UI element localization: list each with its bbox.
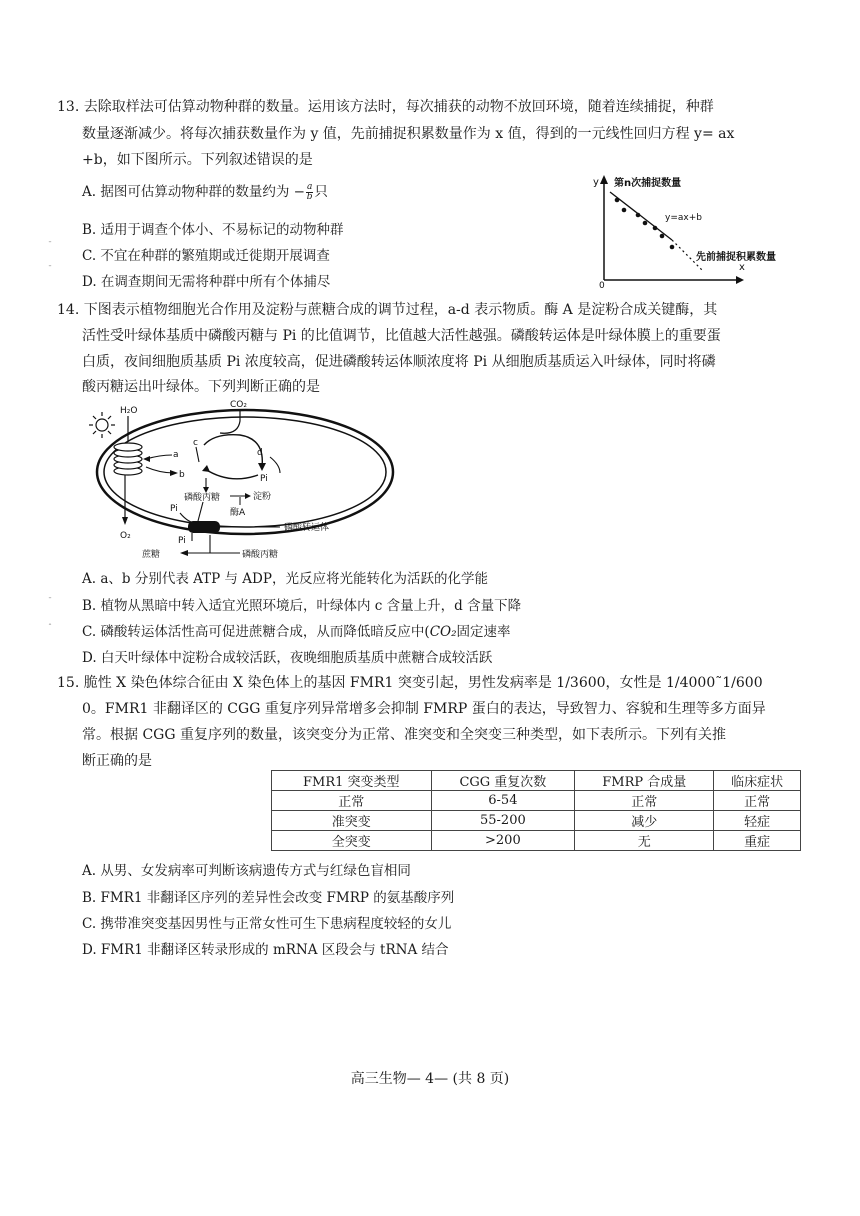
y-axis-title: 第n次捕捉数量: [614, 178, 682, 189]
q13-stem-line3: +b，如下图所示。下列叙述错误的是: [82, 152, 313, 168]
table-cell: 准突变: [272, 811, 432, 831]
q15-option-d: D. FMR1 非翻译区转录形成的 mRNA 区段会与 tRNA 结合: [82, 942, 449, 958]
co2-formula: CO₂: [429, 624, 457, 640]
table-cell: 全突变: [272, 831, 432, 851]
q14-option-a: A. a、b 分别代表 ATP 与 ADP，光反应将光能转化为活跃的化学能: [82, 571, 488, 587]
table-cell: 无: [575, 831, 714, 851]
sun-icon: [89, 412, 115, 438]
q14-stem-line2: 活性受叶绿体基质中磷酸丙糖与 Pi 的比值调节，比值越大活性越强。磷酸转运体是叶绿体膜上的重要蛋: [82, 328, 721, 344]
q13-option-a-text: A. 据图可估算动物种群的数量约为 −: [82, 184, 305, 200]
pi-label-bottom: Pi: [178, 536, 186, 546]
table-cell: 重症: [714, 831, 801, 851]
table-cell: 正常: [272, 791, 432, 811]
table-cell: 轻症: [714, 811, 801, 831]
phosphate-transporter: [188, 521, 220, 533]
table-cell: 55-200: [431, 811, 575, 831]
fraction-numerator: a: [306, 182, 313, 192]
q14-option-c-text: C. 磷酸转运体活性高可促进蔗糖合成，从而降低暗反应中(: [82, 624, 430, 640]
q14-stem-line4: 酸丙糖运出叶绿体。下列判断正确的是: [82, 379, 320, 395]
y-axis-letter: y: [593, 177, 599, 188]
pi-label-inner: Pi: [260, 474, 268, 484]
table-header: CGG 重复次数: [431, 771, 575, 791]
grana-stack: [114, 443, 142, 475]
q15-option-b: B. FMR1 非翻译区序列的差异性会改变 FMRP 的氨基酸序列: [82, 890, 455, 906]
q13-option-c: C. 不宜在种群的繁殖期或迁徙期开展调查: [82, 248, 330, 264]
sucrose-label: 蔗糖: [142, 550, 161, 560]
q13-stem-line1: 13. 去除取样法可估算动物种群的数量。运用该方法时，每次捕获的动物不放回环境，随着连续捕捉，种群: [57, 99, 714, 115]
q13-option-a: [82, 182, 328, 202]
q15-stem-line2: 0。FMR1 非翻译区的 CGG 重复序列异常增多会抑制 FMRP 蛋白的表达，导致智力、容貌和生理等多方面异: [82, 701, 766, 717]
table-cell: >200: [431, 831, 575, 851]
x-axis-title: 先前捕捉积累数量: [696, 252, 776, 263]
q15-stem-line4: 断正确的是: [82, 753, 152, 769]
data-point: [653, 226, 658, 231]
q14-option-d: D. 白天叶绿体中淀粉合成较活跃，夜晚细胞质基质中蔗糖合成较活跃: [82, 650, 493, 666]
page-footer: 高三生物— 4— (共 8 页): [350, 1071, 510, 1087]
table-cell: 6-54: [431, 791, 575, 811]
q14-option-c-suffix: 固定速率: [456, 624, 511, 640]
data-point: [622, 208, 627, 213]
table-cell: 正常: [575, 791, 714, 811]
transporter-label: 磷酸转运体: [284, 523, 330, 533]
label-a: a: [173, 450, 179, 460]
triose-phosphate-inner: 磷酸丙糖: [184, 493, 221, 503]
table-cell: 正常: [714, 791, 801, 811]
label-c: c: [193, 438, 198, 448]
x-axis-arrow-icon: [736, 276, 744, 284]
margin-mark: ˉ: [48, 241, 52, 250]
label-b: b: [179, 470, 185, 480]
label-d: d: [257, 448, 263, 458]
data-point: [660, 234, 665, 239]
table-row: [272, 811, 801, 831]
q13-option-d: D. 在调查期间无需将种群中所有个体捕尽: [82, 274, 331, 290]
q13-option-a-unit: 只: [314, 184, 328, 200]
fmr1-mutation-table: [271, 770, 801, 851]
q13-stem-line2: 数量逐渐减少。将每次捕获数量作为 y 值，先前捕捉积累数量作为 x 值，得到的一元线性回归方程 y= ax: [82, 126, 735, 142]
pi-label-left: Pi: [170, 504, 178, 514]
chloroplast-diagram: [80, 395, 410, 565]
q15-stem-line3: 常。根据 CGG 重复序列的数量，该突变分为正常、准突变和全突变三种类型，如下表所示。下列有关推: [82, 727, 726, 743]
regression-equation: y=ax+b: [665, 213, 702, 223]
starch-label: 淀粉: [253, 492, 272, 502]
q14-stem-line3: 白质，夜间细胞质基质 Pi 浓度较高，促进磷酸转运体顺浓度将 Pi 从细胞质基质运入叶绿体，同时将磷: [82, 354, 716, 370]
data-point: [670, 245, 675, 250]
data-point: [636, 213, 641, 218]
table-header: 临床症状: [714, 771, 801, 791]
fraction-denominator: b: [306, 192, 313, 202]
q14-option-c: [82, 622, 511, 642]
table-cell: 减少: [575, 811, 714, 831]
h2o-label: H₂O: [120, 406, 138, 416]
q15-option-a: A. 从男、女发病率可判断该病遗传方式与红绿色盲相同: [82, 863, 411, 879]
table-row: [272, 791, 801, 811]
triose-phosphate-outer: 磷酸丙糖: [242, 550, 279, 560]
data-point: [615, 198, 620, 203]
margin-mark: ˉ: [48, 265, 52, 274]
q15-stem-line1: 15. 脆性 X 染色体综合征由 X 染色体上的基因 FMR1 突变引起，男性发病率是 1/3600，女性是 1/4000˜1/600: [57, 675, 763, 691]
margin-mark: ˆ: [48, 623, 52, 632]
table-row: [272, 831, 801, 851]
table-header: FMR1 突变类型: [272, 771, 432, 791]
enzyme-a-label: 酶A: [230, 508, 246, 518]
q14-option-b: B. 植物从黑暗中转入适宜光照环境后，叶绿体内 c 含量上升，d 含量下降: [82, 598, 522, 614]
data-point: [643, 221, 648, 226]
origin-label: 0: [599, 281, 605, 290]
table-header-row: [272, 771, 801, 791]
q13-regression-graph: [590, 170, 800, 290]
q13-option-b: B. 适用于调查个体小、不易标记的动物种群: [82, 222, 344, 238]
fraction: [306, 183, 313, 202]
o2-label: O₂: [120, 531, 131, 541]
x-axis-letter: x: [739, 262, 745, 273]
regression-line: [610, 192, 672, 240]
co2-label: CO₂: [230, 400, 247, 410]
table-header: FMRP 合成量: [575, 771, 714, 791]
q15-option-c: C. 携带准突变基因男性与正常女性可生下患病程度较轻的女儿: [82, 916, 452, 932]
q14-stem-line1: 14. 下图表示植物细胞光合作用及淀粉与蔗糖合成的调节过程，a-d 表示物质。酶 A 是淀粉合成关键酶，其: [57, 302, 718, 318]
y-axis-arrow-icon: [600, 175, 608, 184]
margin-mark: ˉ: [48, 597, 52, 606]
